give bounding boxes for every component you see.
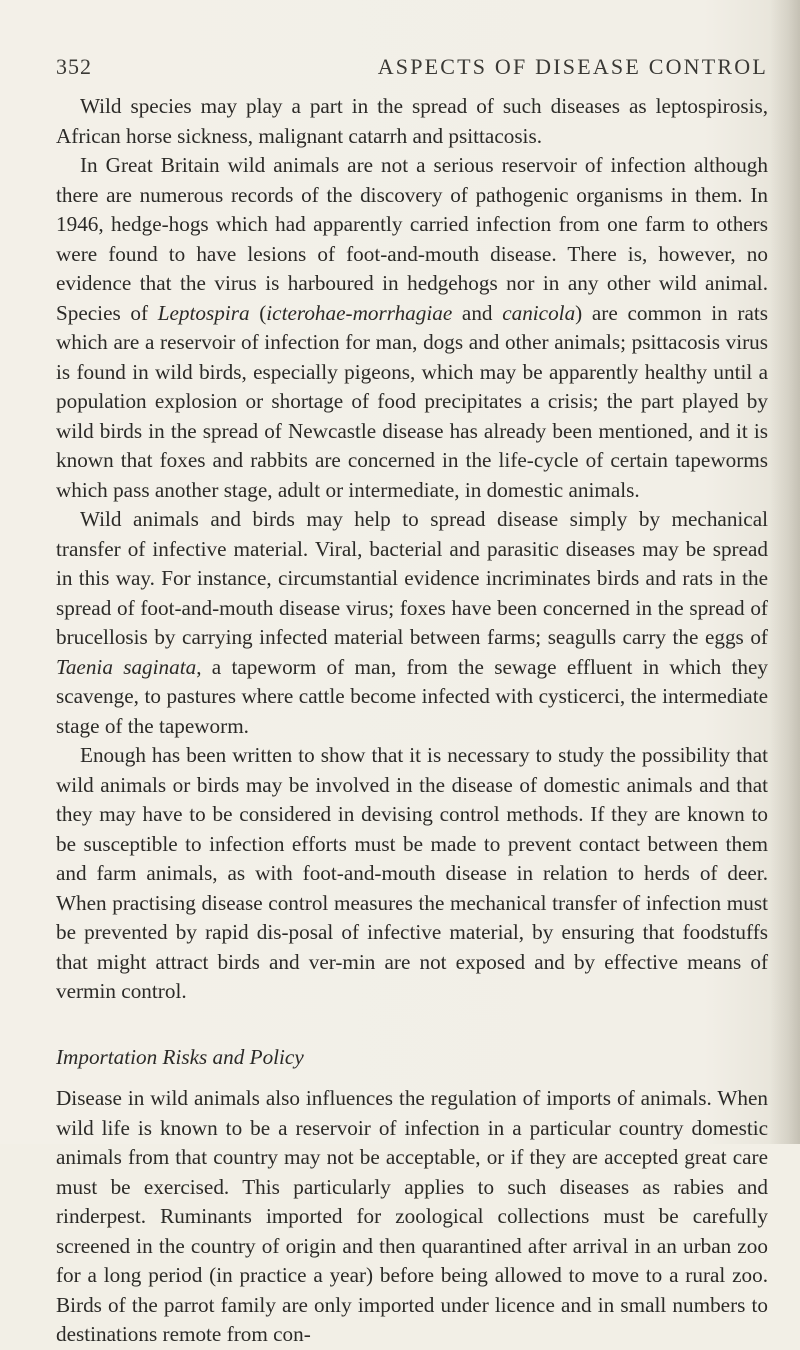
text-run: ) are common in rats which are a reservoir of infection for man, dogs and other animals; psittacosis virus is found in wild birds, especially pigeons, which may be apparently healthy until a population explosion or shortage of food precipitates a crisis; the part played by wild birds in the spread of Newcastle disease has already been mentioned, and it is known that foxes and rabbits are concerned in the life-cycle of certain tapeworms which pass another stage, adult or intermediate, in domestic animals. [56, 300, 769, 502]
italic-term: canicola [502, 300, 576, 325]
text-run: , a tapeworm of man, from the sewage effluent in which they scavenge, to pastures where cattle become infected with cysticerci, the intermediate stage of the tapeworm. [56, 654, 768, 738]
text-run: and [452, 300, 503, 325]
text-run: Wild species may play a part in the spread of such diseases as leptospirosis, African horse sickness, malignant catarrh and psittacosis. [56, 94, 768, 148]
page-content [56, 54, 768, 1350]
text-run: Wild animals and birds may help to spread disease simply by mechanical transfer of infective material. Viral, bacterial and parasitic diseases may be spread in this way. For instance, circumstantial evidence incriminates birds and rats in the spread of foot-and-mouth disease virus; foxes have been concerned in the spread of brucellosis by carrying infected material between farms; seagulls carry the eggs of [56, 507, 768, 649]
italic-term: icterohae-morrhagiae [266, 300, 453, 325]
body-paragraph [56, 92, 768, 151]
body-text [56, 92, 768, 1007]
section-paragraph: Disease in wild animals also influences the regulation of imports of animals. When wild life is known to be a reservoir of infection in a particular country domestic animals from that country may not be acceptable, or if they are accepted great care must be exercised. This particularly applies to such diseases as rabies and rinderpest. Ruminants imported for zoological collections must be carefully screened in the country of origin and then quarantined after arrival in an urban zoo for a long period (in practice a year) before being allowed to move to a rural zoo. Birds of the parrot family are only imported under licence and in small numbers to destinations remote from con- [56, 1086, 768, 1346]
text-run: ( [249, 300, 267, 325]
running-title: ASPECTS OF DISEASE CONTROL [377, 54, 768, 79]
body-paragraph [56, 151, 768, 505]
italic-term: Leptospira [157, 300, 250, 325]
page-edge-shadow [770, 0, 800, 1144]
text-run: In Great Britain wild animals are not a serious reservoir of infection although there are numerous records of the discovery of pathogenic organisms in them. In 1946, hedge-hogs which had apparently carried infection from one farm to others were found to have lesions of foot-and-mouth disease. There is, however, no evidence that the virus is harboured in hedgehogs nor in any other wild animal. Species of [56, 153, 768, 325]
text-run: Enough has been written to show that it is necessary to study the possibility that wild animals or birds may be involved in the disease of domestic animals and that they may have to be considered in devising control methods. If they are known to be susceptible to infection efforts must be made to prevent contact between them and farm animals, as with foot-and-mouth disease in relation to herds of deer. When practising disease control measures the mechanical transfer of infection must be prevented by rapid dis-posal of infective material, by ensuring that foodstuffs that might attract birds and ver-min are not exposed and by effective means of vermin control. [56, 743, 768, 1003]
section-heading: Importation Risks and Policy [56, 1044, 304, 1069]
body-paragraph [56, 505, 768, 741]
body-paragraph [56, 741, 768, 1007]
running-header [56, 54, 768, 84]
italic-term: Taenia saginata [56, 654, 197, 679]
page-number: 352 [56, 54, 92, 79]
